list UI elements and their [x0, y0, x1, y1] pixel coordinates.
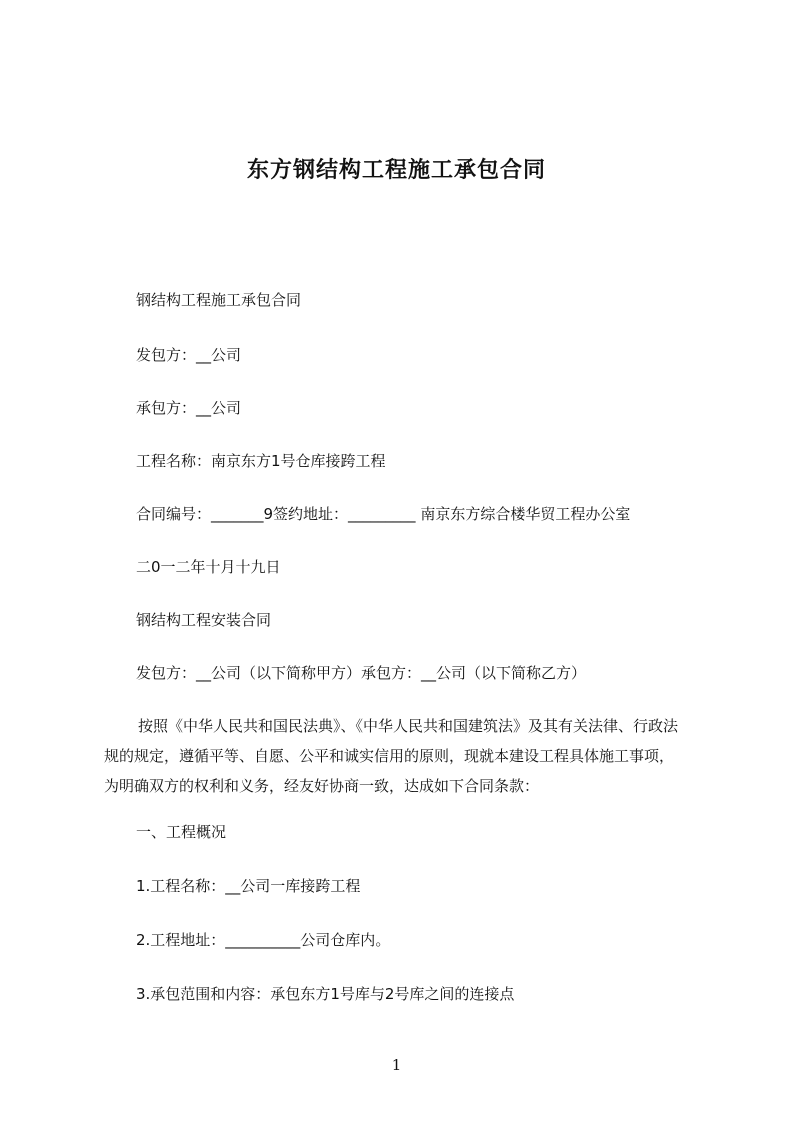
installation-contract-heading: 钢结构工程安装合同	[136, 611, 272, 629]
preamble-paragraph: 按照《中华人民共和国民法典》、《中华人民共和国建筑法》及其有关法律、行政法规的规定，遵循平等、自愿、公平和诚实信用的原则，现就本建设工程具体施工事项，为明确双方的权利和义务，经友好协商一致，达成如下合同条款：	[104, 717, 679, 795]
clause-item: 2.工程地址：__________公司仓库内。	[136, 931, 391, 949]
document-title: 东方钢结构工程施工承包合同	[246, 157, 546, 183]
parties-line: 发包方：__公司（以下简称甲方）承包方：__公司（以下简称乙方）	[136, 664, 587, 682]
contract-subtitle: 钢结构工程施工承包合同	[136, 291, 302, 309]
contractor-line: 承包方：__公司	[136, 399, 242, 417]
project-name-line: 工程名称：南京东方1号仓库接跨工程	[136, 452, 386, 470]
page-number: 1	[391, 1056, 402, 1074]
section-heading: 一、工程概况	[136, 823, 227, 841]
contract-date-line: 二0一二年十月十九日	[136, 558, 281, 576]
clause-item: 1.工程名称：__公司一库接跨工程	[136, 877, 361, 895]
employer-line: 发包方：__公司	[136, 346, 242, 364]
contract-number-line: 合同编号：_______9签约地址：_________ 南京东方综合楼华贸工程办公室	[136, 505, 631, 523]
clause-item: 3.承包范围和内容：承包东方1号库与2号库之间的连接点	[136, 985, 515, 1003]
